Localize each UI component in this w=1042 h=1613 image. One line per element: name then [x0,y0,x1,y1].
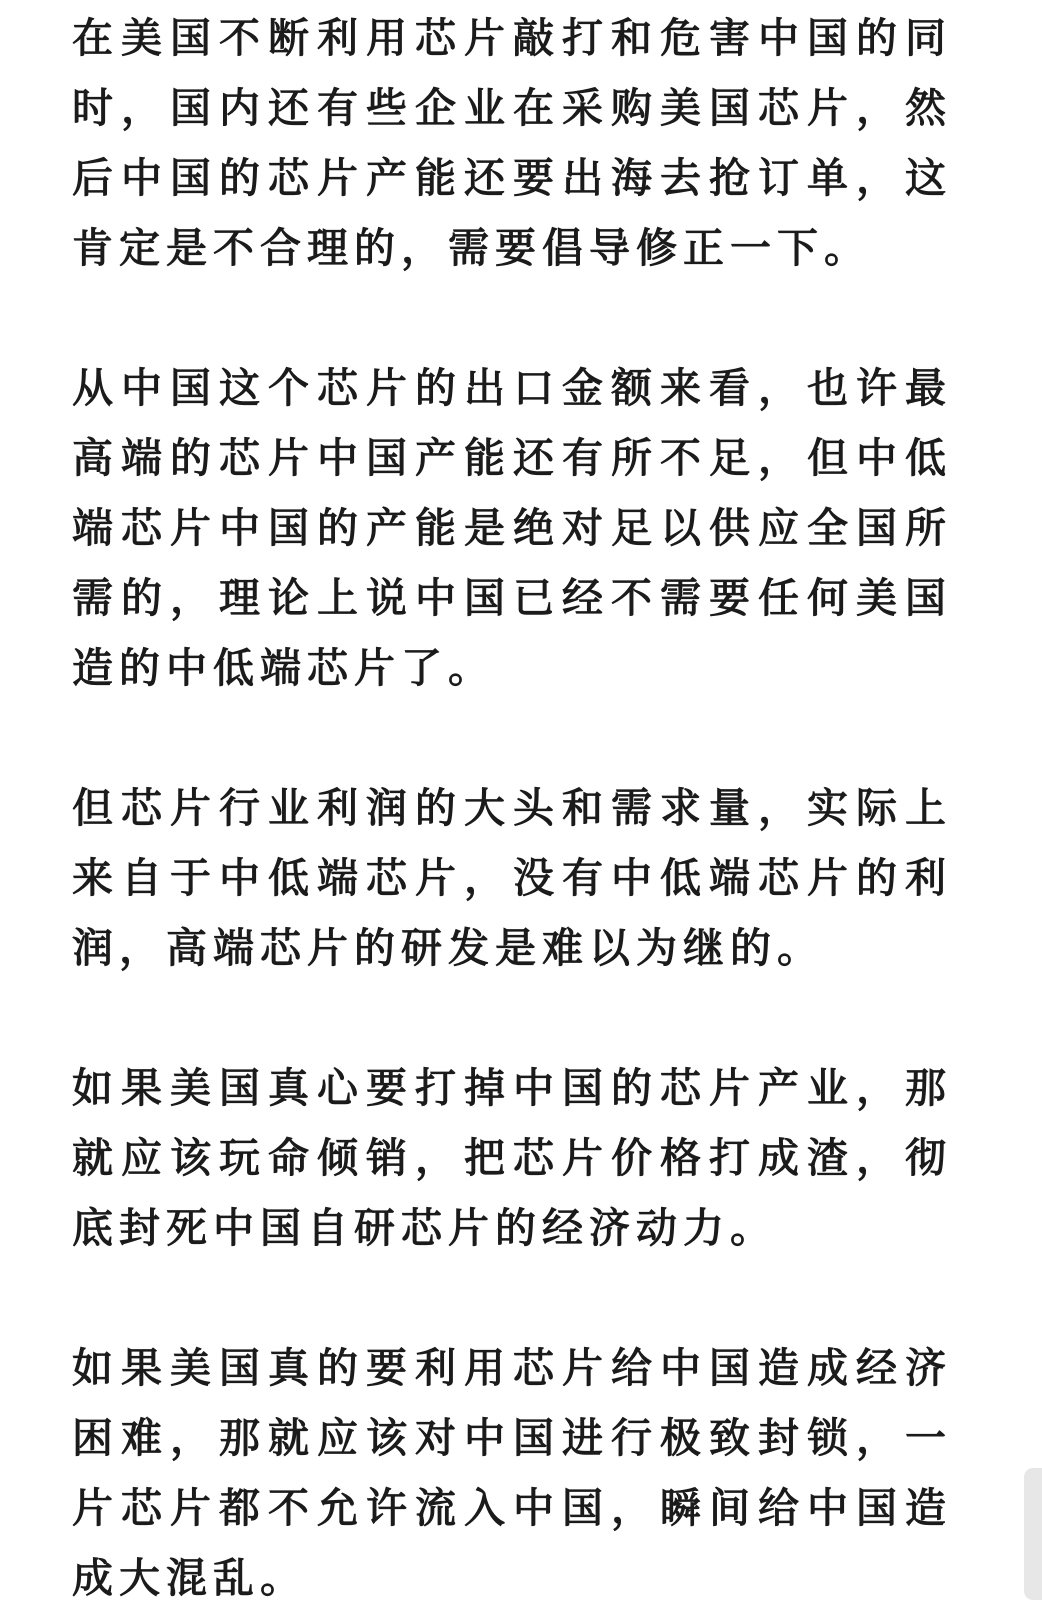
scrollbar-thumb[interactable] [1024,1468,1042,1600]
paragraph-2: 从中国这个芯片的出口金额来看，也许最高端的芯片中国产能还有所不足，但中低端芯片中国的产能是绝对足以供应全国所需的，理论上说中国已经不需要任何美国造的中低端芯片了。 [72,364,952,692]
paragraph-3: 但芯片行业利润的大头和需求量，实际上来自于中低端芯片，没有中低端芯片的利润，高端芯片的研发是难以为继的。 [72,784,952,972]
paragraph-5: 如果美国真的要利用芯片给中国造成经济困难，那就应该对中国进行极致封锁，一片芯片都不允许流入中国，瞬间给中国造成大混乱。 [72,1344,952,1602]
article-body [72,3,952,1613]
paragraph-4: 如果美国真心要打掉中国的芯片产业，那就应该玩命倾销，把芯片价格打成渣，彻底封死中国自研芯片的经济动力。 [72,1064,952,1252]
paragraph-1: 在美国不断利用芯片敲打和危害中国的同时，国内还有些企业在采购美国芯片，然后中国的芯片产能还要出海去抢订单，这肯定是不合理的，需要倡导修正一下。 [72,14,952,272]
